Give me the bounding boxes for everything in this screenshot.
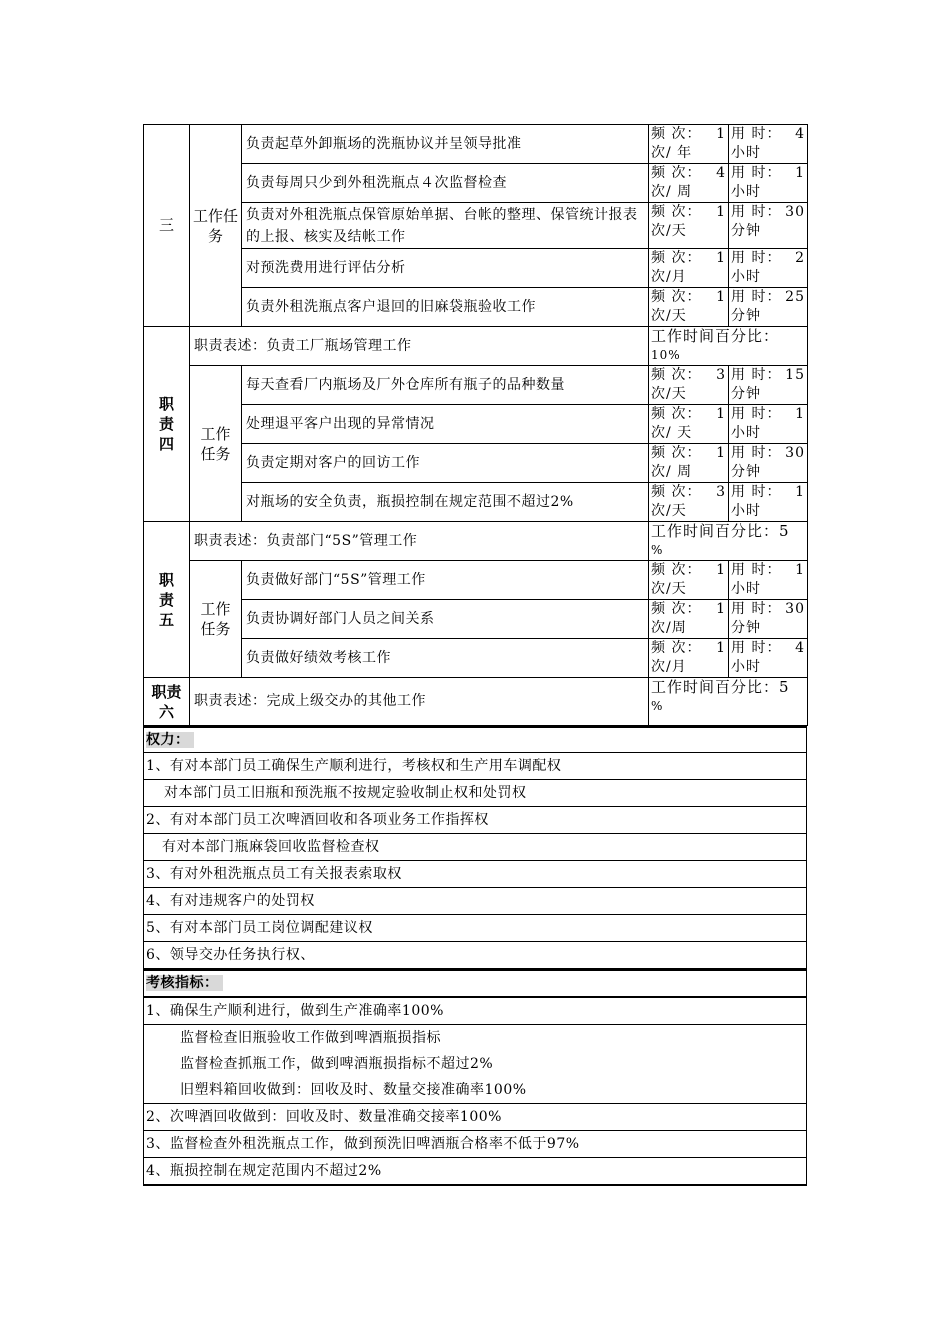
task-text: 负责对外租洗瓶点保管原始单据、台帐的整理、保管统计报表的上报、核实及结帐工作 xyxy=(242,203,649,249)
kpi-item: 监督检查旧瓶验收工作做到啤酒瓶损指标 xyxy=(180,1030,441,1046)
task-duration: 用 时： 1 小时 xyxy=(729,483,808,522)
task-frequency: 频 次： 1 次/周 xyxy=(649,600,729,639)
task-duration: 用 时： 30 分钟 xyxy=(729,203,808,249)
task-text: 负责每周只少到外租洗瓶点４次监督检查 xyxy=(242,164,649,203)
task-text: 负责做好绩效考核工作 xyxy=(242,639,649,678)
responsibility-document xyxy=(143,124,807,1186)
kpi-item: 4、瓶损控制在规定范围内不超过2% xyxy=(146,1163,382,1179)
task-frequency: 频 次： 1 次/天 xyxy=(649,288,729,327)
task-text: 负责起草外卸瓶场的洗瓶协议并呈领导批准 xyxy=(242,125,649,164)
task-text: 对预洗费用进行评估分析 xyxy=(242,249,649,288)
task-duration: 用 时： 25 分钟 xyxy=(729,288,808,327)
task-frequency: 频 次： 1 次/ 天 xyxy=(649,405,729,444)
task-duration: 用 时： 1 小时 xyxy=(729,405,808,444)
task-text: 负责做好部门“5S”管理工作 xyxy=(242,561,649,600)
authority-item: 5、有对本部门员工岗位调配建议权 xyxy=(144,915,806,942)
authority-section xyxy=(143,726,807,969)
work-time-percentage: 工作时间百分比：5 % xyxy=(649,522,808,561)
task-text: 负责协调好部门人员之间关系 xyxy=(242,600,649,639)
section-number-6: 职责六 xyxy=(144,678,190,726)
task-text: 处理退平客户出现的异常情况 xyxy=(242,405,649,444)
section-number-4: 职责四 xyxy=(144,327,190,522)
task-frequency: 频 次： 1 次/ 周 xyxy=(649,444,729,483)
task-duration: 用 时： 30 分钟 xyxy=(729,444,808,483)
task-duration: 用 时： 2 小时 xyxy=(729,249,808,288)
work-task-label: 工作任务 xyxy=(190,125,242,327)
kpi-item: 监督检查抓瓶工作，做到啤酒瓶损指标不超过2% xyxy=(180,1056,494,1072)
task-frequency: 频 次： 3 次/天 xyxy=(649,366,729,405)
task-duration: 用 时： 30 分钟 xyxy=(729,600,808,639)
work-task-label: 工作任务 xyxy=(190,366,242,522)
section-number-3: 三 xyxy=(144,125,190,327)
task-duration: 用 时： 4 小时 xyxy=(729,125,808,164)
task-frequency: 频 次： 1 次/月 xyxy=(649,639,729,678)
kpi-item: 旧塑料箱回收做到：回收及时、数量交接准确率100% xyxy=(144,1077,806,1104)
task-text: 负责外租洗瓶点客户退回的旧麻袋瓶验收工作 xyxy=(242,288,649,327)
task-frequency: 频 次： 1 次/ 年 xyxy=(649,125,729,164)
responsibility-table-3 xyxy=(143,124,808,726)
task-duration: 用 时： 1 小时 xyxy=(729,164,808,203)
authority-item: 有对本部门瓶麻袋回收监督检查权 xyxy=(144,834,806,861)
task-frequency: 频 次： 1 次/天 xyxy=(649,561,729,600)
task-duration: 用 时： 15 分钟 xyxy=(729,366,808,405)
task-frequency: 频 次： 1 次/月 xyxy=(649,249,729,288)
kpi-section xyxy=(143,969,807,1186)
kpi-item: 1、确保生产顺利进行，做到生产准确率100% xyxy=(144,998,806,1025)
task-text: 负责定期对客户的回访工作 xyxy=(242,444,649,483)
task-frequency: 频 次： 3 次/天 xyxy=(649,483,729,522)
authority-title: 权力： xyxy=(144,728,806,753)
authority-item: 对本部门员工旧瓶和预洗瓶不按规定验收制止权和处罚权 xyxy=(144,780,806,807)
authority-item: 6、领导交办任务执行权、 xyxy=(144,942,806,969)
responsibility-description: 职责表述：负责工厂瓶场管理工作 xyxy=(190,327,649,366)
authority-item: 4、有对违规客户的处罚权 xyxy=(144,888,806,915)
responsibility-description: 职责表述：完成上级交办的其他工作 xyxy=(190,678,649,726)
work-time-percentage: 工作时间百分比： 10% xyxy=(649,327,808,366)
authority-item: 2、有对本部门员工次啤酒回收和各项业务工作指挥权 xyxy=(144,807,806,834)
section-number-5: 职责五 xyxy=(144,522,190,678)
work-task-label: 工作任务 xyxy=(190,561,242,678)
kpi-item: 3、监督检查外租洗瓶点工作，做到预洗旧啤酒瓶合格率不低于97% xyxy=(144,1131,806,1158)
task-text: 对瓶场的安全负责，瓶损控制在规定范围不超过2% xyxy=(242,483,649,522)
task-duration: 用 时： 1 小时 xyxy=(729,561,808,600)
kpi-item: 2、次啤酒回收做到：回收及时、数量准确交接率100% xyxy=(144,1104,806,1131)
task-frequency: 频 次： 1 次/天 xyxy=(649,203,729,249)
kpi-title: 考核指标： xyxy=(144,971,806,998)
responsibility-description: 职责表述：负责部门“5S”管理工作 xyxy=(190,522,649,561)
authority-item: 1、有对本部门员工确保生产顺利进行，考核权和生产用车调配权 xyxy=(144,753,806,780)
work-time-percentage: 工作时间百分比：5 % xyxy=(649,678,808,726)
task-duration: 用 时： 4 小时 xyxy=(729,639,808,678)
task-frequency: 频 次： 4 次/ 周 xyxy=(649,164,729,203)
task-text: 每天查看厂内瓶场及厂外仓库所有瓶子的品种数量 xyxy=(242,366,649,405)
authority-item: 3、有对外租洗瓶点员工有关报表索取权 xyxy=(144,861,806,888)
